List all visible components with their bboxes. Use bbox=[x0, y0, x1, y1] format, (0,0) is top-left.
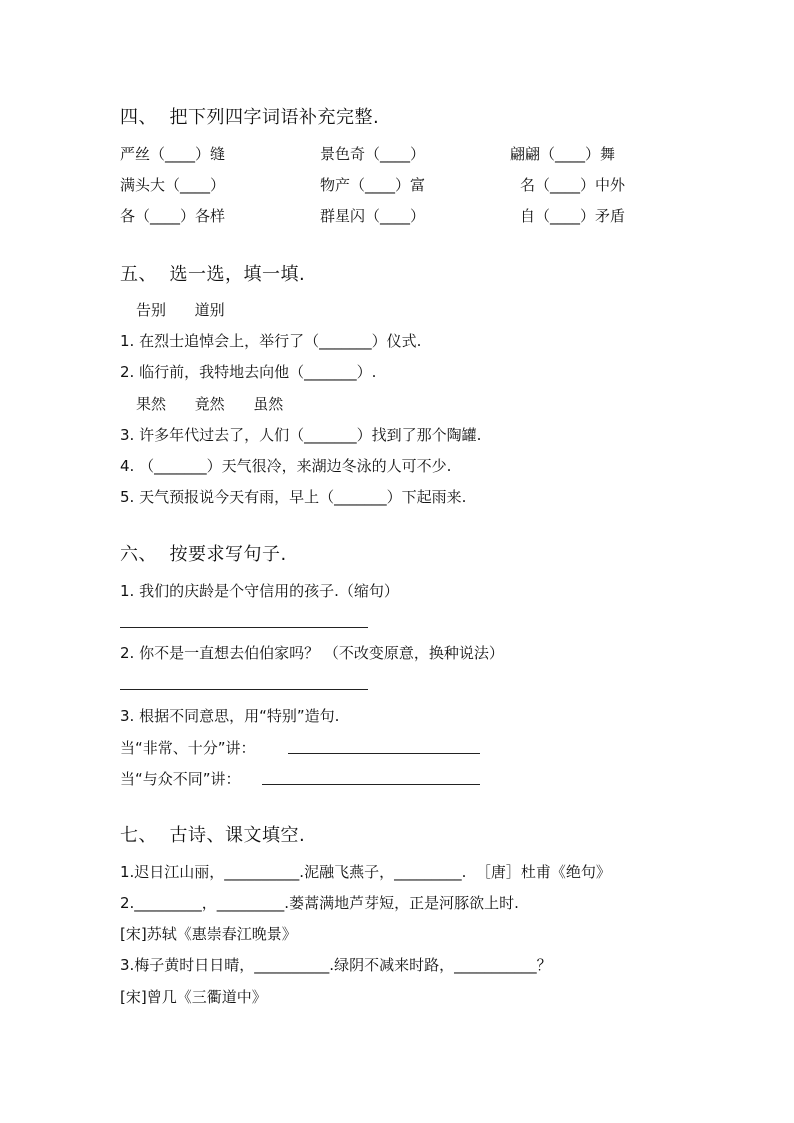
section-6-title: 六、 按要求写句子. bbox=[120, 544, 287, 565]
s4-item-1-1: 严丝（____）缝 bbox=[120, 145, 226, 163]
s6-question-3b: 当“与众不同”讲： bbox=[120, 770, 241, 788]
s5-question-4: 4. （_______）天气很冷，来湖边冬泳的人可不少. bbox=[120, 457, 452, 475]
s5-options-1: 告别 道别 bbox=[136, 301, 225, 319]
s6-question-1: 1. 我们的庆龄是个守信用的孩子.（缩句） bbox=[120, 582, 399, 600]
s4-item-2-1: 满头大（____） bbox=[120, 176, 226, 194]
s7-question-2: 2._________，_________.蒌蒿满地芦芽短，正是河豚欲上时. bbox=[120, 894, 519, 912]
s5-question-3: 3. 许多年代过去了，人们（_______）找到了那个陶罐. bbox=[120, 426, 482, 444]
s5-options-2: 果然 竟然 虽然 bbox=[136, 395, 284, 413]
s5-question-1: 1. 在烈士追悼会上，举行了（_______）仪式. bbox=[120, 332, 422, 350]
s4-item-3-2: 群星闪（____） bbox=[320, 207, 426, 225]
section-4-title: 四、 把下列四字词语补充完整. bbox=[120, 107, 380, 128]
s7-question-2-source: [宋]苏轼《惠崇春江晚景》 bbox=[120, 925, 297, 943]
s7-question-3: 3.梅子黄时日日晴，__________.绿阴不减来时路，___________？ bbox=[120, 956, 552, 974]
section-5-title: 五、 选一选，填一填. bbox=[120, 264, 306, 285]
section-7-title: 七、 古诗、课文填空. bbox=[120, 825, 306, 846]
s5-question-2: 2. 临行前，我特地去向他（_______）. bbox=[120, 363, 377, 381]
s4-item-1-3: 翩翩（____）舞 bbox=[510, 145, 616, 163]
s4-item-1-2: 景色奇（____） bbox=[320, 145, 426, 163]
s4-item-2-2: 物产（____）富 bbox=[320, 176, 426, 194]
answer-line-1[interactable] bbox=[120, 627, 368, 628]
s7-question-3-source: [宋]曾几《三衢道中》 bbox=[120, 988, 267, 1006]
s7-question-1: 1.迟日江山丽，__________.泥融飞燕子，_________. ［唐］杜甫《绝句》 bbox=[120, 863, 611, 881]
s6-question-3: 3. 根据不同意思，用“特别”造句. bbox=[120, 707, 340, 725]
s5-question-5: 5. 天气预报说今天有雨，早上（_______）下起雨来. bbox=[120, 488, 467, 506]
answer-line-2[interactable] bbox=[120, 689, 368, 690]
answer-line-3b[interactable] bbox=[262, 784, 480, 785]
s6-question-3a: 当“非常、十分”讲： bbox=[120, 739, 256, 757]
s4-item-2-3: 名（____）中外 bbox=[520, 176, 626, 194]
s4-item-3-1: 各（____）各样 bbox=[120, 207, 226, 225]
s4-item-3-3: 自（____）矛盾 bbox=[520, 207, 626, 225]
answer-line-3a[interactable] bbox=[288, 753, 480, 754]
s6-question-2: 2. 你不是一直想去伯伯家吗？ （不改变原意，换种说法） bbox=[120, 644, 504, 662]
